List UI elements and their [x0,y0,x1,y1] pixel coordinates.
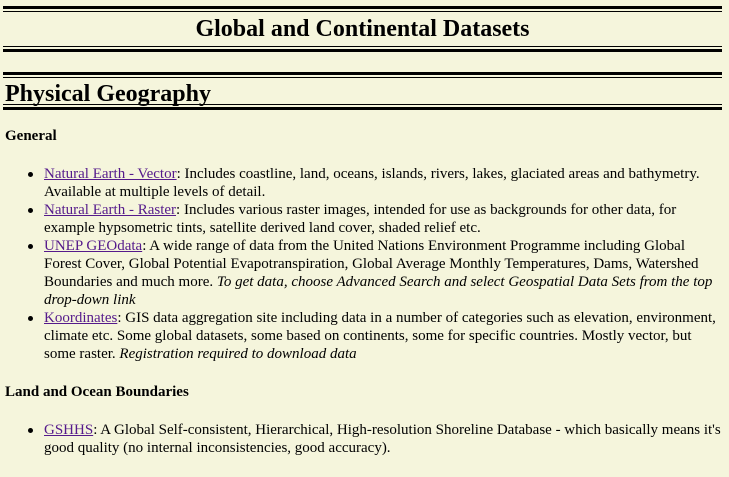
item-description: : Includes various raster images, intended for use as backgrounds for other data, for example hypsometric tints, satellite derived land cover, shaded relief etc. [44,202,677,236]
page-title-banner [3,6,722,52]
bullet-icon [28,244,33,249]
bullet-icon [28,208,33,213]
bullet-icon [28,316,33,321]
group-heading-land-ocean-boundaries: Land and Ocean Boundaries [5,384,189,400]
list-item [44,201,722,237]
natural-earth-vector-link[interactable]: Natural Earth - Vector [44,166,177,182]
dataset-list-general [3,165,722,363]
item-description: : Includes coastline, land, oceans, islands, rivers, lakes, glaciated areas and bathymetry. Available at multiple levels of detail. [44,166,700,200]
bullet-icon [28,172,33,177]
section-banner [3,72,722,110]
item-description: : A Global Self-consistent, Hierarchical, High-resolution Shoreline Database - which basically means it's good quality (no internal inconsistencies, good accuracy). [44,422,721,456]
natural-earth-raster-link[interactable]: Natural Earth - Raster [44,202,177,218]
item-description: : A wide range of data from the United Nations Environment Programme including Global Forest Cover, Global Potential Evapotranspiration, Global Average Monthly Temperatures, Dams, Watershed Boundaries and much more. [44,238,699,290]
unep-geodata-link[interactable]: UNEP GEOdata [44,238,143,254]
dataset-list-land-ocean [3,421,722,457]
group-heading-general: General [5,128,57,144]
item-description: : GIS data aggregation site including data in a number of categories such as elevation, environment, climate etc. Some global datasets, some based on continents, some for specific countries. Mostly vector, but some raster. [44,310,716,362]
list-item [44,309,722,363]
section-title: Physical Geography [5,81,212,107]
list-item [44,421,722,457]
bullet-icon [28,428,33,433]
list-item [44,165,722,201]
gshhs-link[interactable]: GSHHS [44,422,94,438]
item-note: To get data, choose Advanced Search and select Geospatial Data Sets from the top drop-down link [44,274,713,308]
koordinates-link[interactable]: Koordinates [44,310,118,326]
item-note: Registration required to download data [119,346,357,362]
list-item [44,237,722,309]
page-title: Global and Continental Datasets [195,16,530,42]
